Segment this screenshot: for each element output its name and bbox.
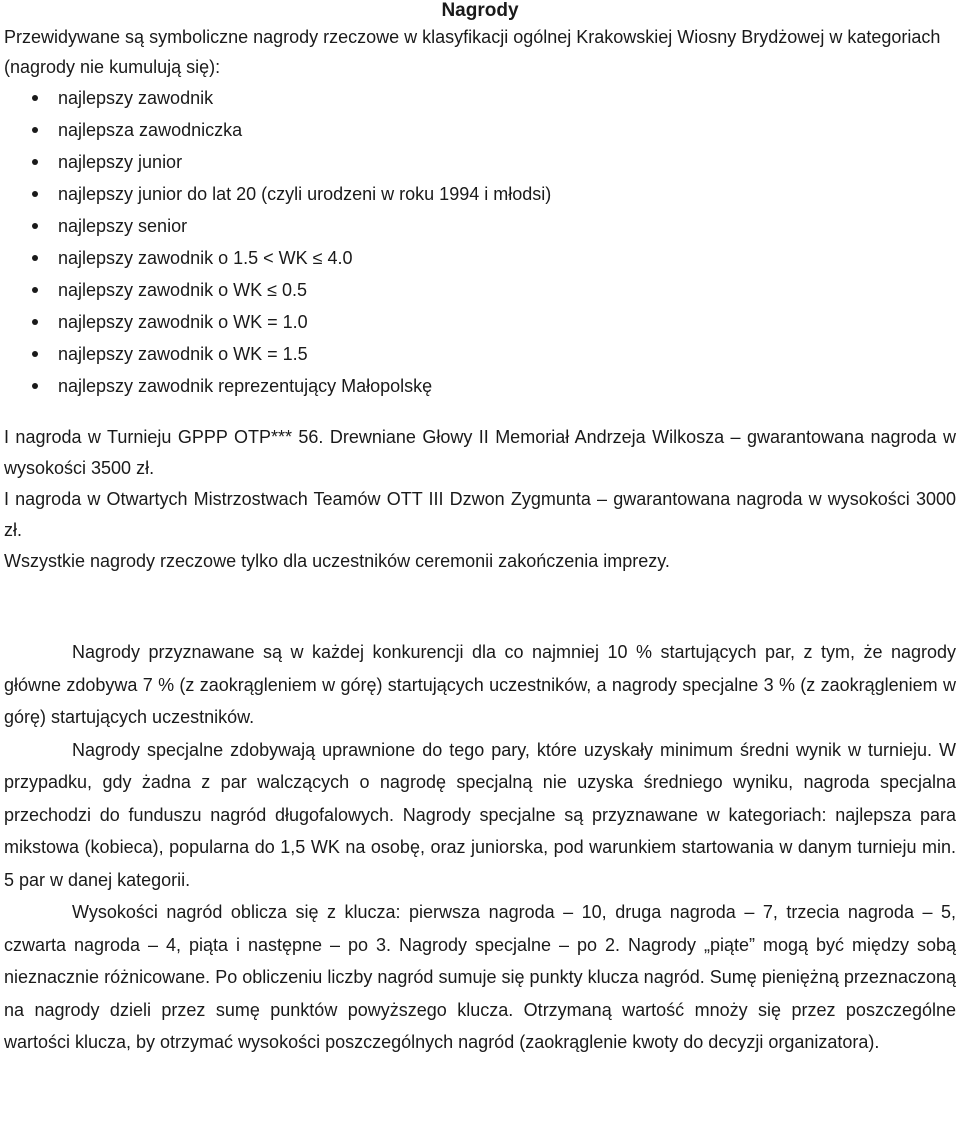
page-title: Nagrody bbox=[441, 0, 519, 21]
rules-paragraph-1: Nagrody przyznawane są w każdej konkurencji dla co najmniej 10 % startujących par, z tym, że nagrody główne zdobywa 7 % (z zaokrągleniem w górę) startujących uczestników, a nagrody specjalne 3 % (z zaokrągleniem w górę) startujących uczestników. bbox=[4, 642, 956, 727]
category-item: najlepszy zawodnik o 1.5 < WK ≤ 4.0 bbox=[32, 242, 956, 274]
category-item: najlepszy senior bbox=[32, 210, 956, 242]
category-item: najlepszy zawodnik o WK = 1.0 bbox=[32, 306, 956, 338]
ceremony-note: Wszystkie nagrody rzeczowe tylko dla uczestników ceremonii zakończenia imprezy. bbox=[4, 551, 670, 571]
category-item: najlepszy zawodnik bbox=[32, 82, 956, 114]
category-item: najlepszy zawodnik o WK = 1.5 bbox=[32, 338, 956, 370]
rules-section bbox=[4, 636, 956, 1059]
gppp-prize-paragraph: I nagroda w Turnieju GPPP OTP*** 56. Drewniane Głowy II Memoriał Andrzeja Wilkosza – gwarantowana nagroda w wysokości 3500 zł. bbox=[4, 427, 956, 478]
category-item: najlepszy zawodnik reprezentujący Małopolskę bbox=[32, 370, 956, 402]
prizes-section bbox=[4, 422, 956, 577]
document-page bbox=[4, 0, 956, 1059]
rules-paragraph-2: Nagrody specjalne zdobywają uprawnione do tego pary, które uzyskały minimum średni wynik w turnieju. W przypadku, gdy żadna z par walczących o nagrodę specjalną nie uzyska średniego wyniku, nagroda specjalna przechodzi do funduszu nagród długofalowych. Nagrody specjalne są przyznawane w kategoriach: najlepsza para mikstowa (kobieca), popularna do 1,5 WK na osobę, oraz juniorska, pod warunkiem startowania w danym turnieju min. 5 par w danej kategorii. bbox=[4, 739, 956, 890]
intro-paragraph: Przewidywane są symboliczne nagrody rzeczowe w klasyfikacji ogólnej Krakowskiej Wiosny Brydżowej w kategoriach (nagrody nie kumulują się): bbox=[4, 27, 941, 77]
category-item: najlepszy junior do lat 20 (czyli urodzeni w roku 1994 i młodsi) bbox=[32, 178, 956, 210]
category-item: najlepsza zawodniczka bbox=[32, 114, 956, 146]
category-item: najlepszy junior bbox=[32, 146, 956, 178]
category-item: najlepszy zawodnik o WK ≤ 0.5 bbox=[32, 274, 956, 306]
teams-prize-paragraph: I nagroda w Otwartych Mistrzostwach Teamów OTT III Dzwon Zygmunta – gwarantowana nagroda w wysokości 3000 zł. bbox=[4, 489, 956, 540]
category-list bbox=[4, 82, 956, 402]
rules-paragraph-3: Wysokości nagród oblicza się z klucza: pierwsza nagroda – 10, druga nagroda – 7, trzecia nagroda – 5, czwarta nagroda – 4, piąta i następne – po 3. Nagrody specjalne – po 2. Nagrody „piąte” mogą być między sobą nieznacznie różnicowane. Po obliczeniu liczby nagród sumuje się punkty klucza nagród. Sumę pieniężną przeznaczoną na nagrody dzieli przez sumę punktów powyższego klucza. Otrzymaną wartość mnoży się przez poszczególne wartości klucza, by otrzymać wysokości poszczególnych nagród (zaokrąglenie kwoty do decyzji organizatora). bbox=[4, 902, 956, 1052]
